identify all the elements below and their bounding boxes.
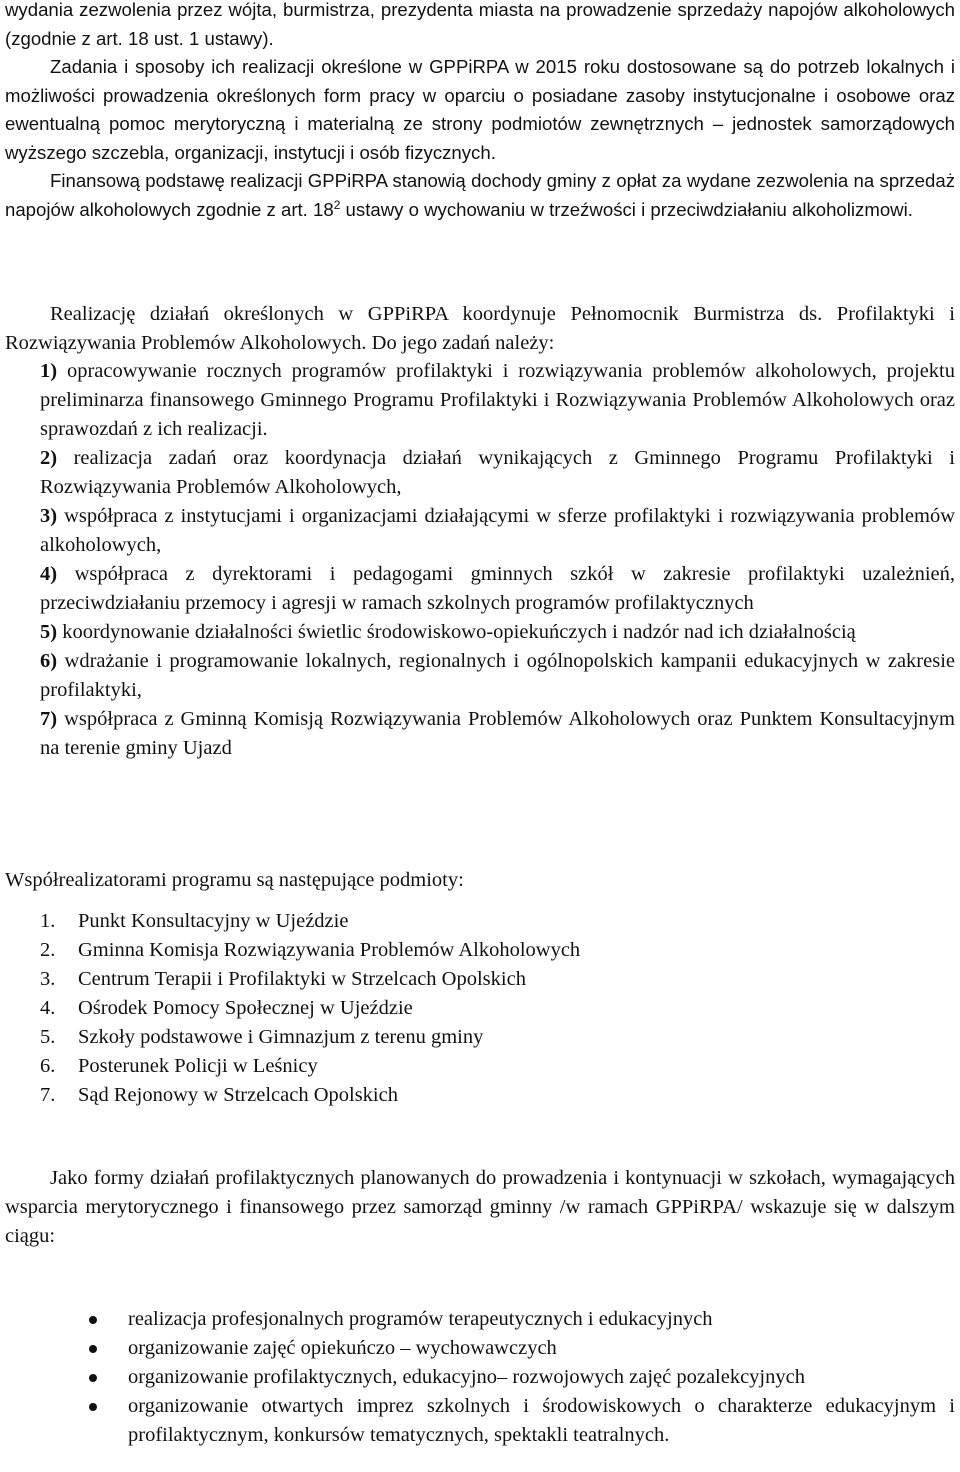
bullet-text: organizowanie otwartych imprez szkolnych i środowiskowych o charakterze edukacyjnym i profilaktycznym, konkursów tematycznych, spektakli teatralnych. [128, 1395, 955, 1446]
bullet-icon [85, 1334, 128, 1363]
bullet-item [85, 1305, 955, 1334]
task-item [40, 444, 955, 502]
list-text: Sąd Rejonowy w Strzelcach Opolskich [78, 1084, 398, 1106]
task-number: 2) [40, 447, 58, 469]
bullet-item [85, 1363, 955, 1392]
task-text: realizacja zadań oraz koordynacja działań wynikających z Gminnego Programu Profilaktyki i Rozwiązywania Problemów Alkoholowych, [40, 447, 955, 498]
intro-paragraph-financing [5, 167, 955, 224]
intro-paragraph-tasks: Zadania i sposoby ich realizacji określone w GPPiRPA w 2015 roku dostosowane są do potrzeb lokalnych i możliwości prowadzenia określonych form pracy w oparciu o posiadane zasoby instytucjonalne i osobowe oraz ewentualną pomoc merytoryczną i materialną ze strony podmiotów zewnętrznych – jednostek samorządowych wyższego szczebla, organizacji, instytucji i osób fizycznych. [5, 56, 955, 163]
task-item [40, 560, 955, 618]
task-number: 4) [40, 563, 58, 585]
list-number: 5. [40, 1026, 56, 1048]
list-item [40, 1023, 900, 1052]
cooperators-list [40, 907, 900, 1110]
task-number: 5) [40, 621, 58, 643]
bullet-text: realizacja profesjonalnych programów terapeutycznych i edukacyjnych [128, 1308, 713, 1330]
list-text: Szkoły podstawowe i Gimnazjum z terenu gminy [78, 1026, 484, 1048]
forms-section [5, 1164, 955, 1251]
task-text: współpraca z dyrektorami i pedagogami gminnych szkół w zakresie profilaktyki uzależnień, przeciwdziałaniu przemocy i agresji w ramach szkolnych programów profilaktycznych [40, 563, 955, 614]
task-item [40, 647, 955, 705]
list-item [40, 907, 900, 936]
bullet-icon [85, 1363, 128, 1392]
list-number: 4. [40, 997, 56, 1019]
task-item [40, 502, 955, 560]
list-item [40, 965, 900, 994]
bullet-item [85, 1392, 955, 1450]
forms-paragraph: Jako formy działań profilaktycznych planowanych do prowadzenia i kontynuacji w szkołach, wymagających wsparcia merytorycznego i finansowego przez samorząd gminny /w ramach GPPiRPA/ wskazuje się w dalszym ciągu: [5, 1167, 955, 1247]
task-text: opracowywanie rocznych programów profilaktyki i rozwiązywania problemów alkoholowych, projektu preliminarza finansowego Gminnego Programu Profilaktyki i Rozwiązywania Problemów Alkoholowych oraz sprawozdań z ich realizacji. [40, 360, 955, 440]
list-number: 1. [40, 910, 56, 932]
list-item [40, 1081, 900, 1110]
bullet-text: organizowanie profilaktycznych, edukacyjno– rozwojowych zajęć pozalekcyjnych [128, 1366, 805, 1388]
bullet-list [85, 1305, 955, 1450]
superscript: 2 [333, 197, 341, 212]
list-number: 2. [40, 939, 56, 961]
task-number: 3) [40, 505, 58, 527]
list-number: 3. [40, 968, 56, 990]
list-item [40, 994, 900, 1023]
list-text: Centrum Terapii i Profilaktyki w Strzelcach Opolskich [78, 968, 526, 990]
task-item [40, 705, 955, 763]
list-item [40, 1052, 900, 1081]
task-text: koordynowanie działalności świetlic środowiskowo-opiekuńczych i nadzór nad ich działalnością [57, 621, 856, 643]
task-text: współpraca z instytucjami i organizacjami działającymi w sferze profilaktyki i rozwiązywania problemów alkoholowych, [40, 505, 955, 556]
list-text: Gminna Komisja Rozwiązywania Problemów Alkoholowych [78, 939, 581, 961]
task-list [40, 357, 955, 763]
bullet-icon [85, 1392, 128, 1450]
list-number: 6. [40, 1055, 56, 1077]
task-number: 6) [40, 650, 58, 672]
intro-line: wydania zezwolenia przez wójta, burmistrza, prezydenta miasta na prowadzenie sprzedaży napojów alkoholowych (zgodnie z art. 18 ust. 1 ustawy). [5, 0, 955, 49]
bullet-icon [85, 1305, 128, 1334]
intro-section [5, 0, 955, 224]
task-item [40, 357, 955, 444]
task-number: 1) [40, 360, 58, 382]
list-item [40, 936, 900, 965]
task-number: 7) [40, 708, 58, 730]
financing-text: Finansową podstawę realizacji GPPiRPA stanowią dochody gminy z opłat za wydane zezwolenia na sprzedaż napojów alkoholowych zgodnie z art. 18 [5, 170, 955, 220]
bullet-text: organizowanie zajęć opiekuńczo – wychowawczych [128, 1337, 557, 1359]
task-text: współpraca z Gminną Komisją Rozwiązywania Problemów Alkoholowych oraz Punktem Konsultacyjnym na terenie gminy Ujazd [40, 708, 955, 759]
list-text: Ośrodek Pomocy Społecznej w Ujeździe [78, 997, 413, 1019]
financing-text-end: ustawy o wychowaniu w trzeźwości i przeciwdziałaniu alkoholizmowi. [340, 198, 913, 220]
coordination-section [5, 300, 955, 358]
cooperators-heading: Współrealizatorami programu są następujące podmioty: [5, 869, 464, 891]
coordination-paragraph: Realizację działań określonych w GPPiRPA koordynuje Pełnomocnik Burmistrza ds. Profilaktyki i Rozwiązywania Problemów Alkoholowych. Do jego zadań należy: [5, 303, 955, 354]
task-text: wdrażanie i programowanie lokalnych, regionalnych i ogólnopolskich kampanii edukacyjnych w zakresie profilaktyki, [40, 650, 955, 701]
list-text: Punkt Konsultacyjny w Ujeździe [78, 910, 349, 932]
task-item [40, 618, 955, 647]
bullet-item [85, 1334, 955, 1363]
list-number: 7. [40, 1084, 56, 1106]
list-text: Posterunek Policji w Leśnicy [78, 1055, 318, 1077]
